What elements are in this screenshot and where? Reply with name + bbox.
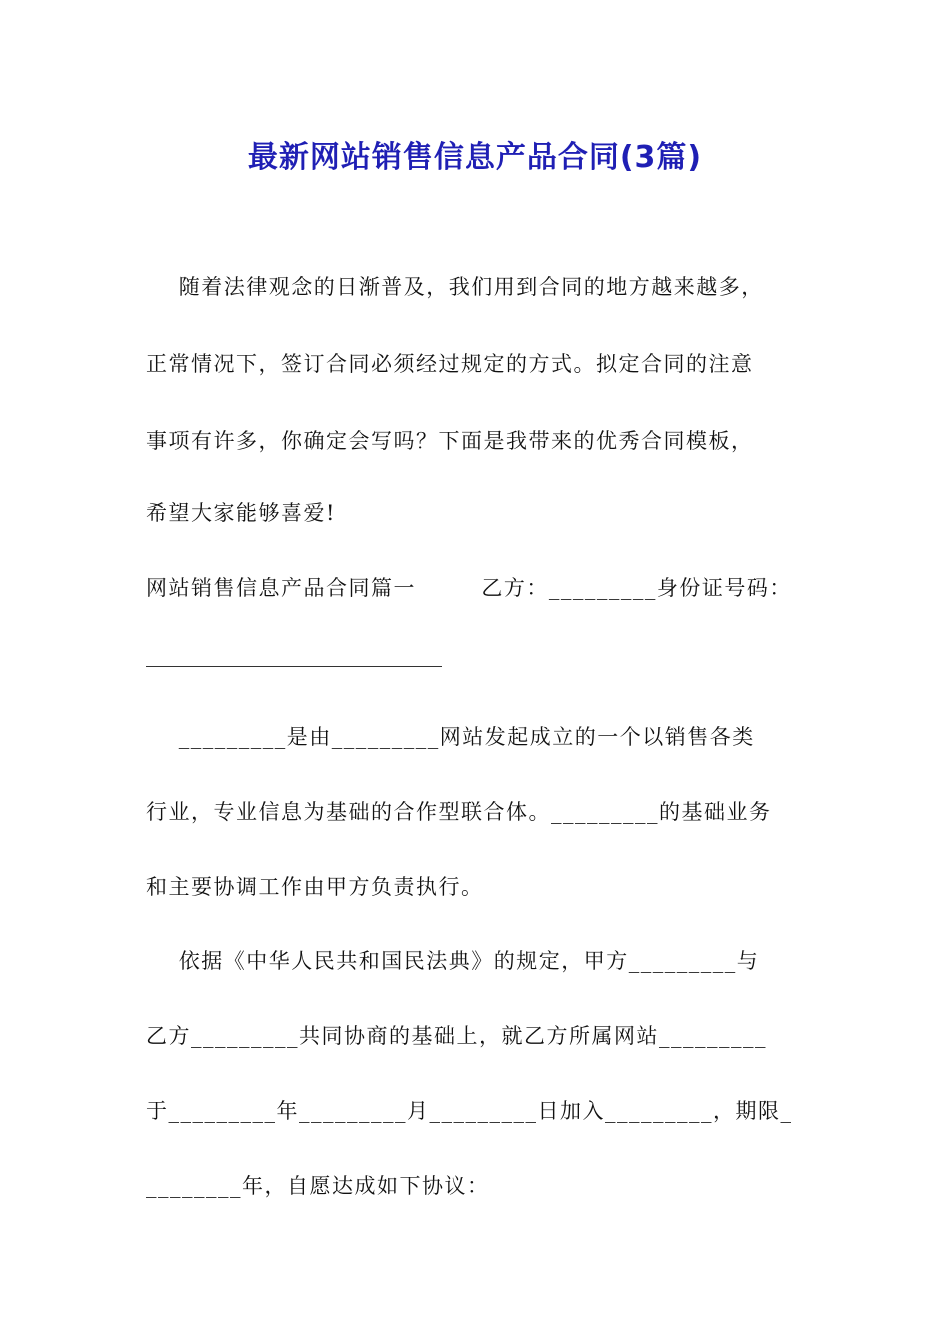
body-line-3: 和主要协调工作由甲方负责执行。 xyxy=(146,875,484,899)
body-line-1: _________是由_________网站发起成立的一个以销售各类 xyxy=(146,725,755,749)
body-line-6: 于_________年_________月_________日加入_________，期限_ xyxy=(146,1099,793,1123)
document-title: 最新网站销售信息产品合同(3篇) xyxy=(247,140,703,175)
blank-underline xyxy=(146,666,442,667)
intro-line-4: 希望大家能够喜爱! xyxy=(146,501,336,525)
body-line-4: 依据《中华人民共和国民法典》的规定，甲方_________与 xyxy=(146,949,760,973)
intro-line-2: 正常情况下，签订合同必须经过规定的方式。拟定合同的注意 xyxy=(146,352,754,376)
body-line-2: 行业，专业信息为基础的合作型联合体。_________的基础业务 xyxy=(146,800,772,824)
body-line-7: ________年，自愿达成如下协议： xyxy=(146,1174,490,1198)
body-line-5: 乙方_________共同协商的基础上，就乙方所属网站_________ xyxy=(146,1024,767,1048)
intro-line-1: 随着法律观念的日渐普及，我们用到合同的地方越来越多， xyxy=(146,275,764,299)
section-heading-line: 网站销售信息产品合同篇一 乙方：_________身份证号码： xyxy=(146,576,792,600)
intro-line-3: 事项有许多，你确定会写吗？下面是我带来的优秀合同模板， xyxy=(146,429,754,453)
